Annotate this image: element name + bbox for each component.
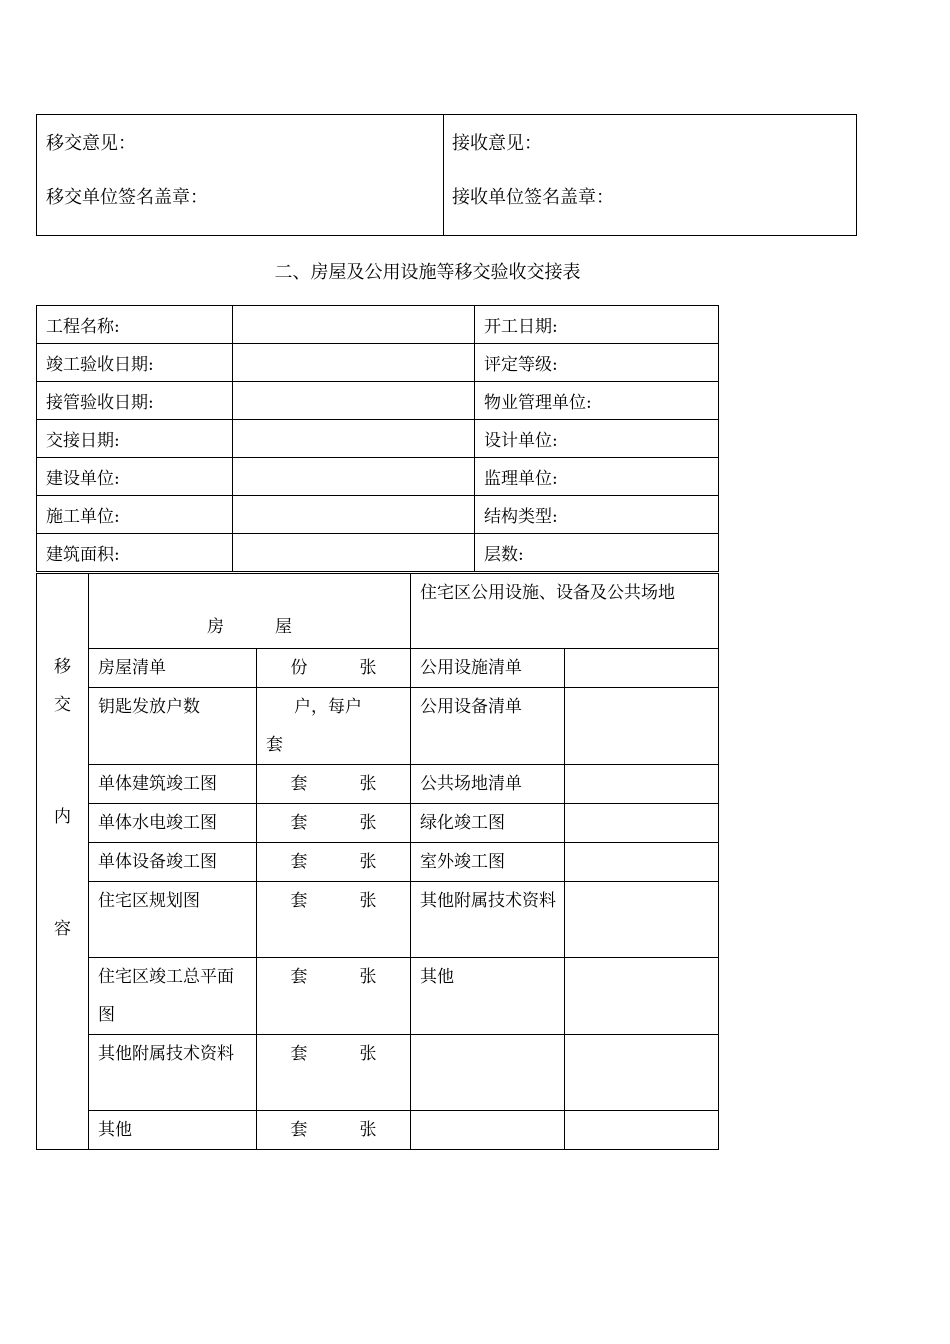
house-item-units: 套 张 xyxy=(257,882,411,958)
facility-item-value[interactable] xyxy=(565,804,719,843)
info-label: 交接日期: xyxy=(37,420,233,458)
facility-item-value[interactable] xyxy=(565,765,719,804)
info-label: 建筑面积: xyxy=(37,534,233,572)
facility-item-name: 其他附属技术资料 xyxy=(411,882,565,958)
info-label: 监理单位: xyxy=(475,458,719,496)
facility-item-value[interactable] xyxy=(565,1111,719,1150)
house-item-units: 份 张 xyxy=(257,649,411,688)
info-label: 接管验收日期: xyxy=(37,382,233,420)
info-label: 设计单位: xyxy=(475,420,719,458)
house-item-units: 套 张 xyxy=(257,1111,411,1150)
signature-divider xyxy=(443,115,444,235)
house-item-units: 套 张 xyxy=(257,958,411,1035)
house-item-name: 其他附属技术资料 xyxy=(89,1035,257,1111)
house-item-name: 单体设备竣工图 xyxy=(89,843,257,882)
house-item-name: 房屋清单 xyxy=(89,649,257,688)
info-label: 建设单位: xyxy=(37,458,233,496)
house-item-name: 住宅区规划图 xyxy=(89,882,257,958)
info-label: 物业管理单位: xyxy=(475,382,719,420)
info-label: 施工单位: xyxy=(37,496,233,534)
side-label-char: 容 xyxy=(54,919,71,939)
facility-item-name: 公用设备清单 xyxy=(411,688,565,765)
table-row xyxy=(37,765,719,804)
info-value[interactable] xyxy=(233,344,475,382)
facility-item-name: 公用设施清单 xyxy=(411,649,565,688)
info-value[interactable] xyxy=(233,534,475,572)
info-label: 竣工验收日期: xyxy=(37,344,233,382)
facility-item-value[interactable] xyxy=(565,1035,719,1111)
house-item-units: 套 张 xyxy=(257,804,411,843)
facility-item-value[interactable] xyxy=(565,843,719,882)
handover-contents-table xyxy=(36,573,719,1150)
house-item-units: 户，每户 套 xyxy=(257,688,411,765)
table-row xyxy=(37,382,719,420)
side-label-char: 内 xyxy=(54,807,71,827)
side-label-char: 交 xyxy=(54,695,71,715)
table-row xyxy=(37,496,719,534)
facility-item-name[interactable] xyxy=(411,1035,565,1111)
table-row xyxy=(37,804,719,843)
facility-item-value[interactable] xyxy=(565,688,719,765)
table-row xyxy=(37,458,719,496)
facility-item-value[interactable] xyxy=(565,882,719,958)
facility-header: 住宅区公用设施、设备及公共场地 xyxy=(411,574,719,649)
facility-item-name: 公共场地清单 xyxy=(411,765,565,804)
side-label-cell xyxy=(37,574,89,1150)
section-title: 二、房屋及公用设施等移交验收交接表 xyxy=(274,262,581,283)
transfer-opinion-label: 移交意见： xyxy=(46,133,136,154)
house-item-name: 单体建筑竣工图 xyxy=(89,765,257,804)
table-row xyxy=(37,688,719,765)
house-item-name: 住宅区竣工总平面图 xyxy=(89,958,257,1035)
info-value[interactable] xyxy=(233,420,475,458)
table-row xyxy=(37,843,719,882)
info-label: 结构类型: xyxy=(475,496,719,534)
info-value[interactable] xyxy=(233,496,475,534)
facility-item-name[interactable] xyxy=(411,1111,565,1150)
house-header: 房 屋 xyxy=(89,574,411,649)
transfer-seal-label: 移交单位签名盖章： xyxy=(46,187,208,208)
table-row xyxy=(37,574,719,649)
house-item-name: 钥匙发放户数 xyxy=(89,688,257,765)
house-item-units: 套 张 xyxy=(257,765,411,804)
info-label: 层数: xyxy=(475,534,719,572)
table-row xyxy=(37,306,719,344)
info-value[interactable] xyxy=(233,306,475,344)
table-row xyxy=(37,344,719,382)
signature-box xyxy=(36,114,857,236)
facility-item-value[interactable] xyxy=(565,649,719,688)
info-value[interactable] xyxy=(233,382,475,420)
table-row xyxy=(37,649,719,688)
info-label: 评定等级: xyxy=(475,344,719,382)
table-row xyxy=(37,1111,719,1150)
facility-item-name: 其他 xyxy=(411,958,565,1035)
table-row xyxy=(37,1035,719,1111)
house-item-units: 套 张 xyxy=(257,843,411,882)
facility-item-name: 室外竣工图 xyxy=(411,843,565,882)
facility-item-value[interactable] xyxy=(565,958,719,1035)
table-row xyxy=(37,420,719,458)
info-value[interactable] xyxy=(233,458,475,496)
side-label-char: 移 xyxy=(54,657,71,677)
house-item-name: 单体水电竣工图 xyxy=(89,804,257,843)
facility-item-name: 绿化竣工图 xyxy=(411,804,565,843)
receive-seal-label: 接收单位签名盖章： xyxy=(452,187,614,208)
info-label: 开工日期: xyxy=(475,306,719,344)
table-row xyxy=(37,534,719,572)
house-item-name: 其他 xyxy=(89,1111,257,1150)
receive-opinion-label: 接收意见： xyxy=(452,133,542,154)
table-row xyxy=(37,882,719,958)
project-info-table xyxy=(36,305,719,572)
info-label: 工程名称: xyxy=(37,306,233,344)
table-row xyxy=(37,958,719,1035)
house-item-units: 套 张 xyxy=(257,1035,411,1111)
